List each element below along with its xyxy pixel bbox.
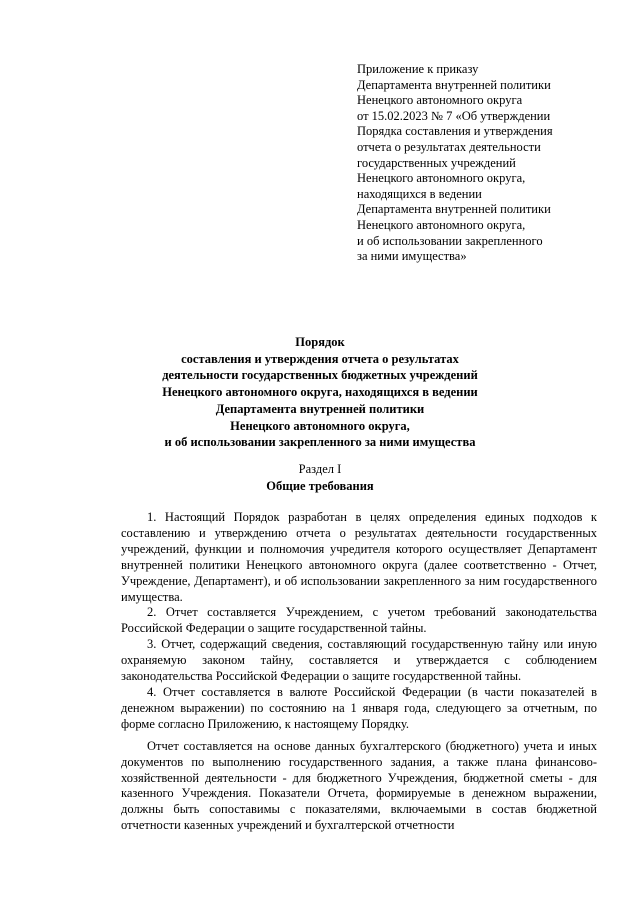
appendix-line: государственных учреждений xyxy=(357,155,516,170)
title-line: составления и утверждения отчета о результатах xyxy=(181,351,459,366)
appendix-line: Ненецкого автономного округа xyxy=(357,93,523,108)
paragraph: 1. Настоящий Порядок разработан в целях определения единых подходов к составлению и утверждению отчета о результатах деятельности государственных учреждений, функции и полномочия учредителя которого осуществляет Департамент внутренней политики Ненецкого автономного округа (далее соответственно - Отчет, Учреждение, Департамент), и об использовании закрепленного за ним государственного имущества. xyxy=(121,510,597,604)
appendix-line: и об использовании закрепленного xyxy=(357,233,543,248)
title-line: Департамента внутренней политики xyxy=(215,401,425,416)
appendix-line: Департамента внутренней политики xyxy=(357,202,551,217)
title-line: и об использовании закрепленного за ними имущества xyxy=(164,435,476,450)
document-body xyxy=(121,510,597,834)
paragraph: Отчет составляется на основе данных бухгалтерского (бюджетного) учета и иных документов по выполнению государственного задания, а также плана финансово-хозяйственной деятельности - для бюджетного Учреждения, бюджетной сметы - для казенного Учреждения. Показатели Отчета, формируемые в денежном выражении, должны быть сопоставимы с показателями, включаемыми в состав бюджетной отчетности казенных учреждений и бухгалтерской отчетности xyxy=(121,738,597,833)
appendix-line: отчета о результатах деятельности xyxy=(357,139,541,154)
document-title xyxy=(0,334,640,451)
section-number: Раздел I xyxy=(298,462,342,476)
title-line: Порядок xyxy=(295,335,345,349)
appendix-line: Порядка составления и утверждения xyxy=(357,124,553,139)
paragraph: 2. Отчет составляется Учреждением, с учетом требований законодательства Российской Федерации о защите государственной тайны. xyxy=(121,605,597,636)
title-line: Ненецкого автономного округа, находящихся в ведении xyxy=(162,385,478,400)
paragraph: 3. Отчет, содержащий сведения, составляющий государственную тайну или иную охраняемую законом тайну, составляется и утверждается с соблюдением законодательства Российской Федерации о защите государственной тайны. xyxy=(121,637,597,684)
appendix-line: Приложение к приказу xyxy=(357,62,479,76)
appendix-line: Ненецкого автономного округа, xyxy=(357,217,526,232)
appendix-line: находящихся в ведении xyxy=(357,186,482,201)
appendix-line: от 15.02.2023 № 7 «Об утверждении xyxy=(357,108,551,123)
title-line: деятельности государственных бюджетных учреждений xyxy=(162,368,478,383)
appendix-line: Ненецкого автономного округа, xyxy=(357,171,526,186)
title-line: Ненецкого автономного округа, xyxy=(230,418,410,433)
section-heading xyxy=(0,461,640,495)
paragraph: 4. Отчет составляется в валюте Российской Федерации (в части показателей в денежном выражении) по состоянию на 1 января года, следующего за отчетным, по форме согласно Приложению, к настоящему Порядку. xyxy=(121,684,597,731)
section-name: Общие требования xyxy=(266,479,374,493)
appendix-line: за ними имущества» xyxy=(357,249,467,264)
appendix-header xyxy=(357,62,627,265)
appendix-line: Департамента внутренней политики xyxy=(357,77,551,92)
